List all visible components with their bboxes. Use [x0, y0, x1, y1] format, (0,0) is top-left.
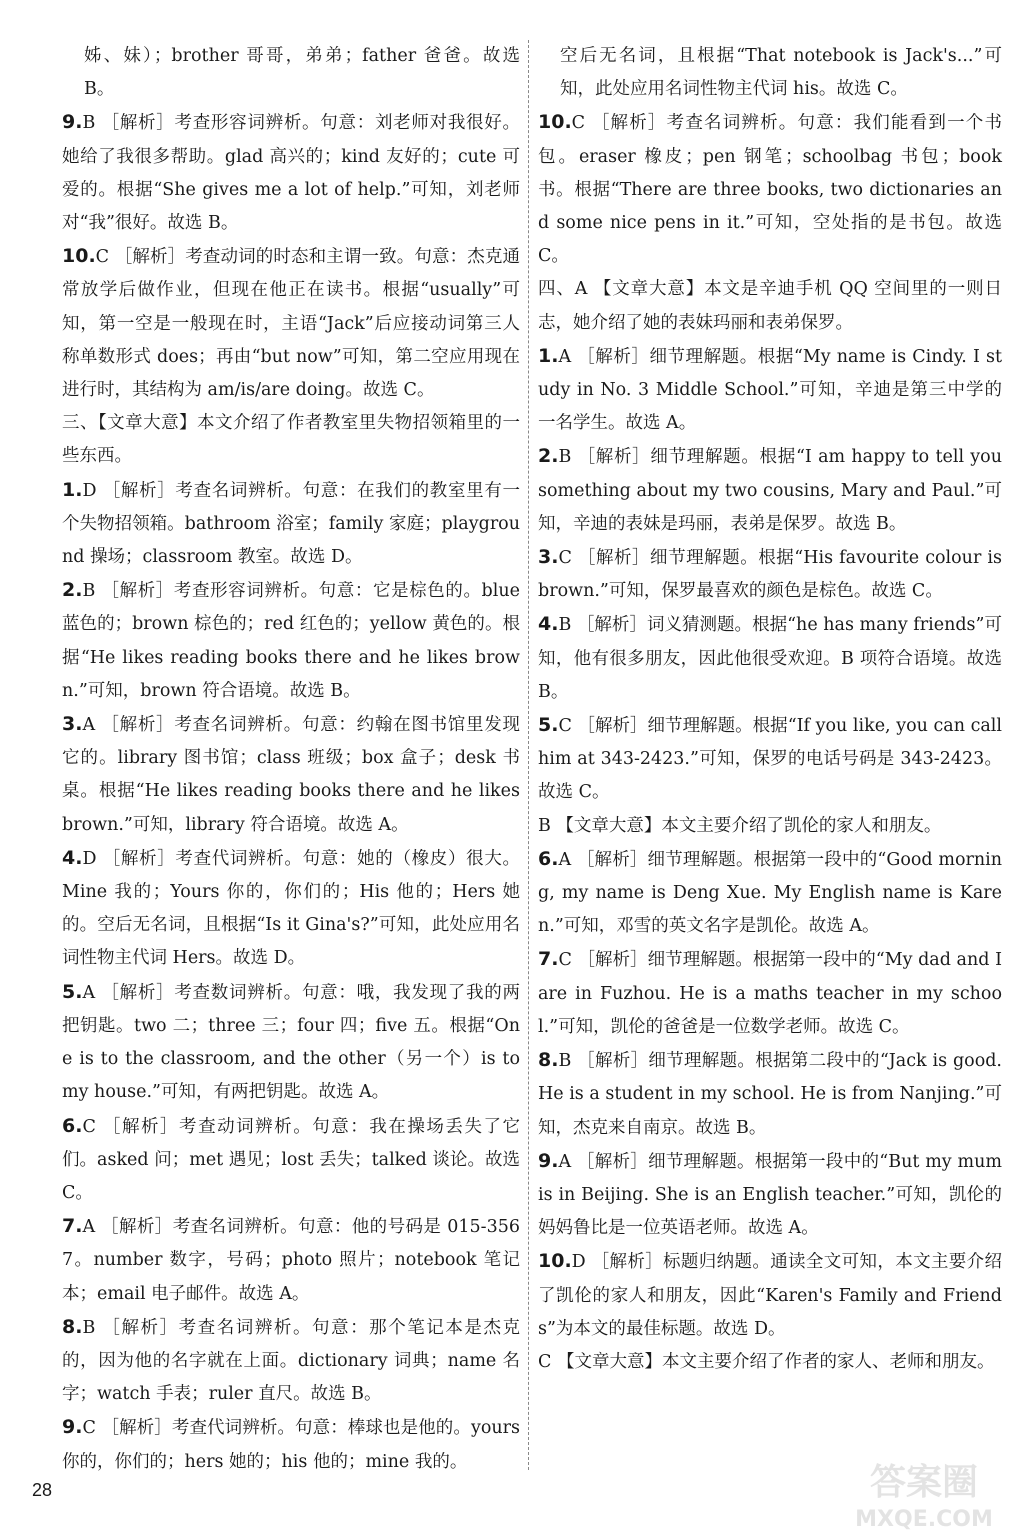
answer-paragraph	[538, 1145, 1008, 1246]
answer-text: C ［解析］细节理解题。根据“His favourite colour is brown.”可知，保罗最喜欢的颜色是棕色。故选 C。	[538, 548, 1008, 602]
question-number: 5.	[538, 714, 559, 737]
answer-text: A ［解析］考查名词辨析。句意：约翰在图书馆里发现它的。library 图书馆；class 班级；box 盒子；desk 书桌。根据“He likes reading books there and he likes brown.”可知，library 符合语境。故选 A。	[62, 715, 526, 835]
question-number: 9.	[538, 1149, 559, 1172]
answer-text: A ［解析］考查名词辨析。句意：他的号码是 015-3567。number 数字，号码；photo 照片；notebook 笔记本；email 电子邮件。故选 A。	[62, 1217, 520, 1304]
question-number: 2.	[62, 579, 83, 602]
answer-paragraph	[62, 407, 520, 473]
page-number: 28	[32, 1480, 53, 1500]
question-number: 9.	[62, 111, 83, 134]
answer-paragraph	[538, 40, 1002, 106]
answer-text: C 【文章大意】本文主要介绍了作者的家人、老师和朋友。	[538, 1351, 995, 1372]
watermark-top-text: 答案圈	[869, 1462, 979, 1503]
answer-text: A ［解析］细节理解题。根据“My name is Cindy. I study in No. 3 Middle School.”可知，辛迪是第三中学的一名学生。故选 A。	[538, 346, 1002, 434]
answer-paragraph	[62, 1311, 520, 1412]
answer-paragraph	[538, 1044, 1008, 1145]
answer-text: C ［解析］细节理解题。根据第一段中的“My dad and I are in Fuzhou. He is a maths teacher in my school.”可知，凯伦的爸爸是一位数学老师。故选 C。	[538, 950, 1008, 1037]
answer-text: C ［解析］考查动词的时态和主谓一致。句意：杰克通常放学后做作业，但现在他正在读书。根据“usually”可知，第一空是一般现在时，主语“Jack”后应接动词第三人称单数形式 does；再由“but now”可知，第二空应用现在进行时，其结构为 am/is/are doing。故选 C。	[62, 247, 520, 401]
answer-text: C ［解析］细节理解题。根据“If you like, you can call him at 343-2423.”可知，保罗的电话号码是 343-2423。故选 C。	[538, 716, 1008, 803]
answer-text: B ［解析］词义猜测题。根据“he has many friends”可知，他有很多朋友，因此他很受欢迎。B 项符合语境。故选 B。	[538, 615, 1008, 702]
answer-paragraph	[62, 708, 526, 842]
answer-paragraph	[538, 843, 1002, 944]
answer-paragraph	[538, 340, 1002, 441]
question-number: 1.	[538, 344, 559, 367]
answer-text: D ［解析］考查名词辨析。句意：在我们的教室里有一个失物招领箱。bathroom 浴室；family 家庭；playground 操场；classroom 教室。故选 D。	[62, 480, 520, 568]
question-number: 1.	[62, 478, 83, 501]
question-number: 10.	[62, 245, 96, 268]
question-number: 10.	[538, 1250, 572, 1273]
answer-paragraph	[538, 1245, 1002, 1346]
question-number: 2.	[538, 445, 559, 468]
answer-paragraph	[62, 40, 526, 106]
answer-text: B ［解析］考查名词辨析。句意：那个笔记本是杰克的，因为他的名字就在上面。dictionary 词典；name 名字；watch 手表；ruler 直尺。故选 B。	[62, 1317, 520, 1405]
answer-paragraph	[538, 541, 1008, 608]
answer-text: C ［解析］考查动词辨析。句意：我在操场丢失了它们。asked 问；met 遇见；lost 丢失；talked 谈论。故选 C。	[62, 1116, 526, 1203]
answer-paragraph	[62, 1210, 520, 1311]
answer-text: D ［解析］考查代词辨析。句意：她的（橡皮）很大。Mine 我的；Yours 你的，你们的；His 他的；Hers 她的。空后无名词，且根据“Is it Gina's?”可知，此处应用名词性物主代词 Hers。故选 D。	[62, 848, 520, 969]
question-number: 7.	[62, 1215, 83, 1238]
watermark-logo	[836, 1456, 1012, 1534]
question-number: 3.	[538, 546, 559, 569]
answer-paragraph	[538, 273, 1002, 339]
answer-paragraph	[538, 608, 1008, 709]
question-number: 8.	[62, 1315, 83, 1338]
answer-text: B ［解析］细节理解题。根据第二段中的“Jack is good. He is a student in my school. He is from Nanjing.”可知，杰克来自南京。故选 B。	[538, 1051, 1008, 1138]
answer-paragraph	[62, 1411, 526, 1478]
watermark-bottom-text: MXQE.COM	[855, 1507, 993, 1532]
answer-paragraph	[538, 440, 1008, 541]
answer-text: B ［解析］考查形容词辨析。句意：刘老师对我很好。她给了我很多帮助。glad 高兴的；kind 友好的；cute 可爱的。根据“She gives me a lot of help.”可知，刘老师对“我”很好。故选 B。	[62, 113, 520, 234]
answer-text: C ［解析］考查名词辨析。句意：我们能看到一个书包。eraser 橡皮；pen 钢笔；schoolbag 书包；book 书。根据“There are three books, two dictionaries and some nice pens in it.”可知，空处指的是书包。故选 C。	[538, 113, 1008, 267]
answer-paragraph	[62, 842, 520, 976]
answer-text: A ［解析］考查数词辨析。句意：哦，我发现了我的两把钥匙。two 二；three 三；four 四；five 五。根据“One is to the classroom, and the other（另一个）is to my house.”可知，有两把钥匙。故选 A。	[62, 982, 526, 1103]
question-number: 5.	[62, 980, 83, 1003]
question-number: 7.	[538, 948, 559, 971]
answer-text: A ［解析］细节理解题。根据第一段中的“Good morning, my name is Deng Xue. My English name is Karen.”可知，邓雪的英文名字是凯伦。故选 A。	[538, 849, 1002, 937]
answer-paragraph	[538, 106, 1008, 273]
answer-paragraph	[538, 709, 1008, 810]
answer-text: A ［解析］细节理解题。根据第一段中的“But my mum is in Beijing. She is an English teacher.”可知，凯伦的妈妈鲁比是一位英语老师。故选 A。	[538, 1151, 1008, 1239]
answer-paragraph	[62, 240, 520, 407]
answer-text: B ［解析］细节理解题。根据“I am happy to tell you something about my two cousins, Mary and Paul.”可知，辛迪的表妹是玛丽，表弟是保罗。故选 B。	[538, 447, 1008, 534]
question-number: 4.	[62, 846, 83, 869]
answer-text: 四、A 【文章大意】本文是辛迪手机 QQ 空间里的一则日志，她介绍了她的表妹玛丽和表弟保罗。	[538, 279, 1002, 333]
right-column	[538, 40, 1008, 1379]
answer-text: B 【文章大意】本文主要介绍了凯伦的家人和朋友。	[538, 815, 942, 836]
left-column	[62, 40, 526, 1479]
answer-paragraph	[62, 106, 520, 240]
column-divider	[528, 40, 529, 1470]
answer-paragraph	[62, 976, 526, 1110]
answer-text: D ［解析］标题归纳题。通读全文可知，本文主要介绍了凯伦的家人和朋友，因此“Karen's Family and Friends”为本文的最佳标题。故选 D。	[538, 1252, 1002, 1339]
answer-paragraph	[62, 1110, 526, 1211]
answer-text: 空后无名词，且根据“That notebook is Jack's...”可知，此处应用名词性物主代词 his。故选 C。	[560, 46, 1002, 100]
answer-paragraph	[538, 943, 1008, 1044]
answer-paragraph	[538, 1346, 1002, 1379]
question-number: 9.	[62, 1416, 83, 1439]
answer-text: 姊、妹）；brother 哥哥，弟弟；father 爸爸。故选 B。	[84, 46, 526, 100]
question-number: 8.	[538, 1049, 559, 1072]
answer-text: C ［解析］考查代词辨析。句意：棒球也是他的。yours 你的，你们的；hers 她的；his 他的；mine 我的。	[62, 1418, 526, 1472]
question-number: 3.	[62, 713, 83, 736]
question-number: 6.	[538, 847, 559, 870]
answer-paragraph	[62, 574, 526, 708]
answer-text: 三、【文章大意】本文介绍了作者教室里失物招领箱里的一些东西。	[62, 413, 520, 467]
question-number: 6.	[62, 1114, 83, 1137]
answer-paragraph	[62, 474, 520, 575]
answer-paragraph	[538, 810, 1002, 843]
question-number: 10.	[538, 111, 572, 134]
answer-text: B ［解析］考查形容词辨析。句意：它是棕色的。blue 蓝色的；brown 棕色的；red 红色的；yellow 黄色的。根据“He likes reading books there and he likes brown.”可知，brown 符合语境。故选 B。	[62, 581, 526, 701]
question-number: 4.	[538, 613, 559, 636]
